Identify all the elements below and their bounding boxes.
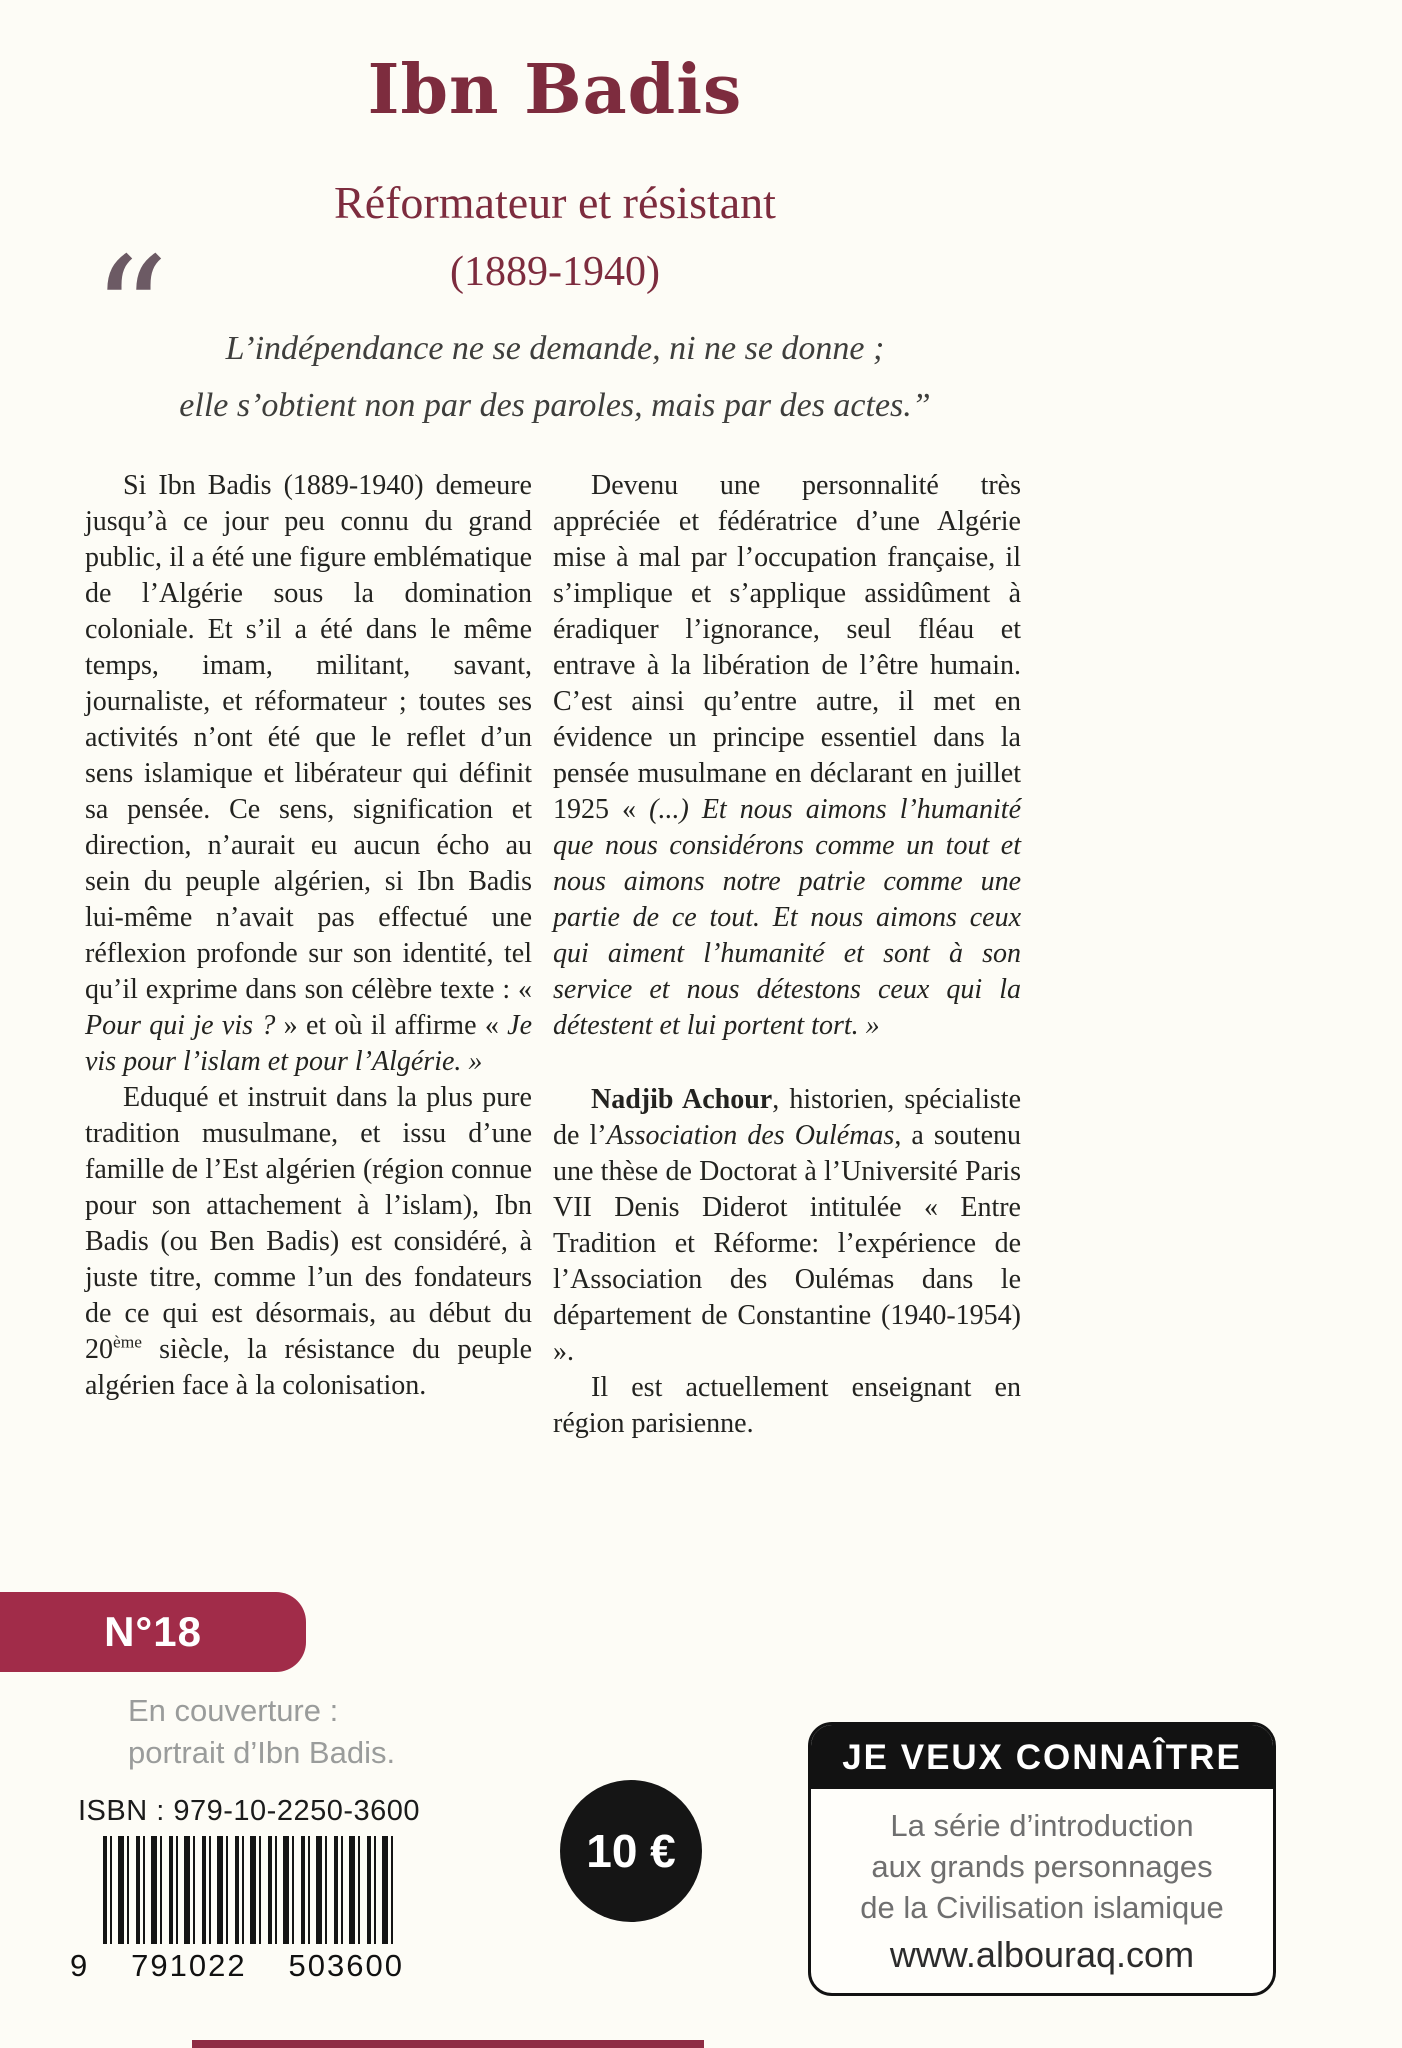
author-name: Nadjib Achour <box>591 1084 773 1115</box>
left-paragraph-2 <box>85 1080 532 1404</box>
body-text: » et où il affirme « <box>275 1010 508 1041</box>
quote-line-2: elle s’obtient non par des paroles, mais par des actes.” <box>179 387 931 424</box>
promo-line-2: aux grands personnages <box>871 1849 1213 1884</box>
barcode-digits-group-1: 791022 <box>131 1948 247 1983</box>
isbn-text: ISBN : 979-10-2250-3600 <box>78 1795 420 1827</box>
barcode-digits <box>70 1948 404 1984</box>
body-text: Eduqué et instruit dans la plus pure tradition musulmane, et issu d’une famille de l’Est algérien (région connue pour son attachement à l’islam), Ibn Badis (ou Ben Badis) est considéré, à juste titre, comme l’un des fondateurs de ce qui est désormais, au début du 20 <box>85 1082 532 1365</box>
barcode-digit-lead: 9 <box>70 1948 90 1983</box>
barcode-digits-group-2: 503600 <box>288 1948 404 1983</box>
right-paragraph-2 <box>553 1082 1021 1370</box>
body-text: , historien, spécialiste de l’ <box>553 1084 1021 1151</box>
body-text: Devenu une personnalité très appréciée et fédératrice d’une Algérie mise à mal par l’occupation française, il s’implique et s’applique assidûment à éradiquer l’ignorance, seul fléau et entrave à la libération de l’être humain. C’est ainsi qu’entre autre, il met en évidence un principe essentiel dans la pensée musulmane en déclarant en juillet 1925 « <box>553 470 1021 825</box>
series-number-badge: N°18 <box>0 1592 306 1672</box>
superscript-text: ème <box>113 1332 142 1352</box>
book-title: Ibn Badis <box>367 50 743 130</box>
italic-quote-text: Je vis pour l’islam et pour l’Algérie. » <box>85 1010 532 1077</box>
cover-note <box>128 1690 395 1774</box>
italic-text: Association des Oulémas <box>606 1120 895 1151</box>
italic-quote-text: Pour qui je vis ? <box>85 1010 276 1041</box>
book-subtitle: Réformateur et résistant <box>334 177 776 228</box>
promo-box <box>808 1722 1276 1996</box>
body-text: Si Ibn Badis (1889-1940) demeure jusqu’à ce jour peu connu du grand public, il a été une figure emblématique de l’Algérie sous la domination coloniale. Et s’il a été dans le même temps, imam, militant, savant, journaliste, et réformateur ; toutes ses activités n’ont été que le reflet d’un sens islamique et libérateur qui définit sa pensée. Ce sens, signification et direction, n’aurait eu aucun écho au sein du peuple algérien, si Ibn Badis lui-même n’avait pas effectué une réflexion profonde sur son identité, tel qu’il exprime dans son célèbre texte : « <box>85 470 532 1005</box>
body-text: siècle, la résistance du peuple algérien face à la colonisation. <box>85 1334 532 1401</box>
body-text: , a soutenu une thèse de Doctorat à l’Université Paris VII Denis Diderot intitulée « Entre Tradition et Réforme: l’expérience de l’Association des Oulémas dans le département de Constantine (1940-1954) ». <box>553 1120 1022 1367</box>
left-column <box>85 468 532 1404</box>
right-paragraph-1 <box>553 468 1021 1044</box>
website-text: www.albouraq.com <box>889 1934 1195 1975</box>
opening-quote-icon: “ <box>92 226 169 400</box>
promo-line-1: La série d’introduction <box>890 1808 1194 1843</box>
price-badge: 10 € <box>560 1780 702 1922</box>
cover-note-line-2: portrait d’Ibn Badis. <box>128 1735 396 1770</box>
right-paragraph-3: Il est actuellement enseignant en région parisienne. <box>553 1372 1021 1439</box>
promo-line-3: de la Civilisation islamique <box>860 1890 1224 1925</box>
bottom-accent-strip <box>192 2040 704 2048</box>
cover-note-line-1: En couverture : <box>128 1693 339 1728</box>
promo-body <box>811 1789 1273 1993</box>
life-years: (1889-1940) <box>450 249 660 295</box>
italic-quote-text: (...) Et nous aimons l’humanité que nous considérons comme un tout et nous aimons notre patrie comme une partie de ce tout. Et nous aimons ceux qui aiment l’humanité et sont à son service et nous détestons ceux qui la détestent et lui portent tort. » <box>553 794 1021 1041</box>
right-column <box>553 468 1021 1442</box>
left-paragraph-1 <box>85 468 532 1080</box>
barcode <box>103 1836 398 1944</box>
quote-line-1: L’indépendance ne se demande, ni ne se donne ; <box>225 330 885 367</box>
promo-header: JE VEUX CONNAÎTRE <box>811 1725 1273 1789</box>
